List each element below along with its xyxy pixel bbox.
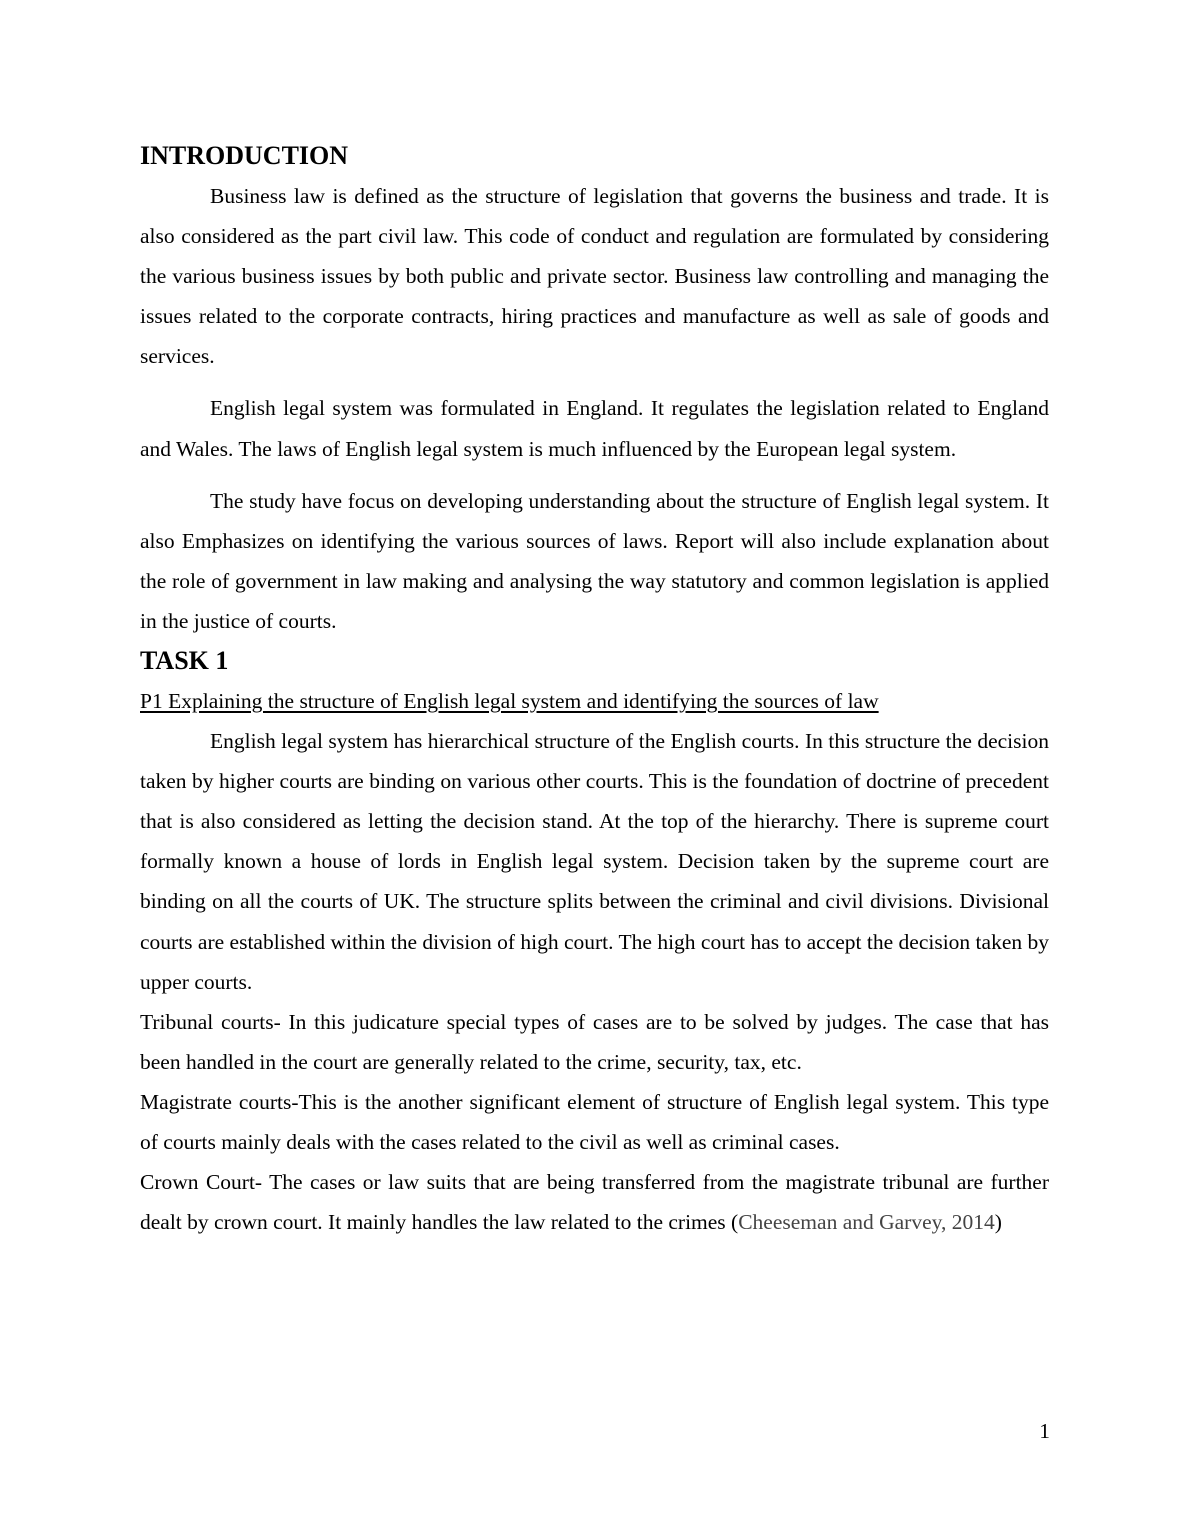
crown-court-paragraph — [140, 1162, 1049, 1242]
citation: Cheeseman and Garvey, 2014 — [738, 1210, 995, 1235]
introduction-heading: INTRODUCTION — [140, 141, 349, 170]
magistrate-courts-paragraph: Magistrate courts-This is the another significant element of structure of English legal system. This type of courts mainly deals with the cases related to the civil as well as criminal cases. — [140, 1089, 1049, 1154]
task1-paragraph: English legal system has hierarchical structure of the English courts. In this structure the decision taken by higher courts are binding on various other courts. This is the foundation of doctrine of precedent that is also considered as letting the decision stand. At the top of the hierarchy. There is supreme court formally known a house of lords in English legal system. Decision taken by the supreme court are binding on all the courts of UK. The structure splits between the criminal and civil divisions. Divisional courts are established within the division of high court. The high court has to accept the decision taken by upper courts. — [140, 729, 1049, 994]
tribunal-courts-paragraph: Tribunal courts- In this judicature special types of cases are to be solved by judges. The case that has been handled in the court are generally related to the crime, security, tax, etc. — [140, 1009, 1049, 1074]
introduction-paragraph-2: English legal system was formulated in England. It regulates the legislation related to England and Wales. The laws of English legal system is much influenced by the European legal system. — [140, 396, 1049, 461]
task1-subheading: P1 Explaining the structure of English legal system and identifying the sources of law — [140, 689, 879, 714]
introduction-paragraph-1: Business law is defined as the structure of legislation that governs the business and trade. It is also considered as the part civil law. This code of conduct and regulation are formulated by considering the various business issues by both public and private sector. Business law controlling and managing the issues related to the corporate contracts, hiring practices and manufacture as well as sale of goods and services. — [140, 184, 1049, 369]
citation-closing: ) — [994, 1210, 1002, 1235]
page-number: 1 — [1039, 1419, 1050, 1443]
introduction-paragraph-3: The study have focus on developing understanding about the structure of English legal system. It also Emphasizes on identifying the various sources of laws. Report will also include explanation about the role of government in law making and analysing the way statutory and common legislation is applied in the justice of courts. — [140, 488, 1049, 633]
task1-heading: TASK 1 — [140, 646, 229, 676]
page-content — [140, 136, 1049, 1242]
crown-court-text: Crown Court- The cases or law suits that are being transferred from the magistrate tribunal are further dealt by crown court. It mainly handles the law related to the crimes ( — [140, 1170, 1049, 1235]
